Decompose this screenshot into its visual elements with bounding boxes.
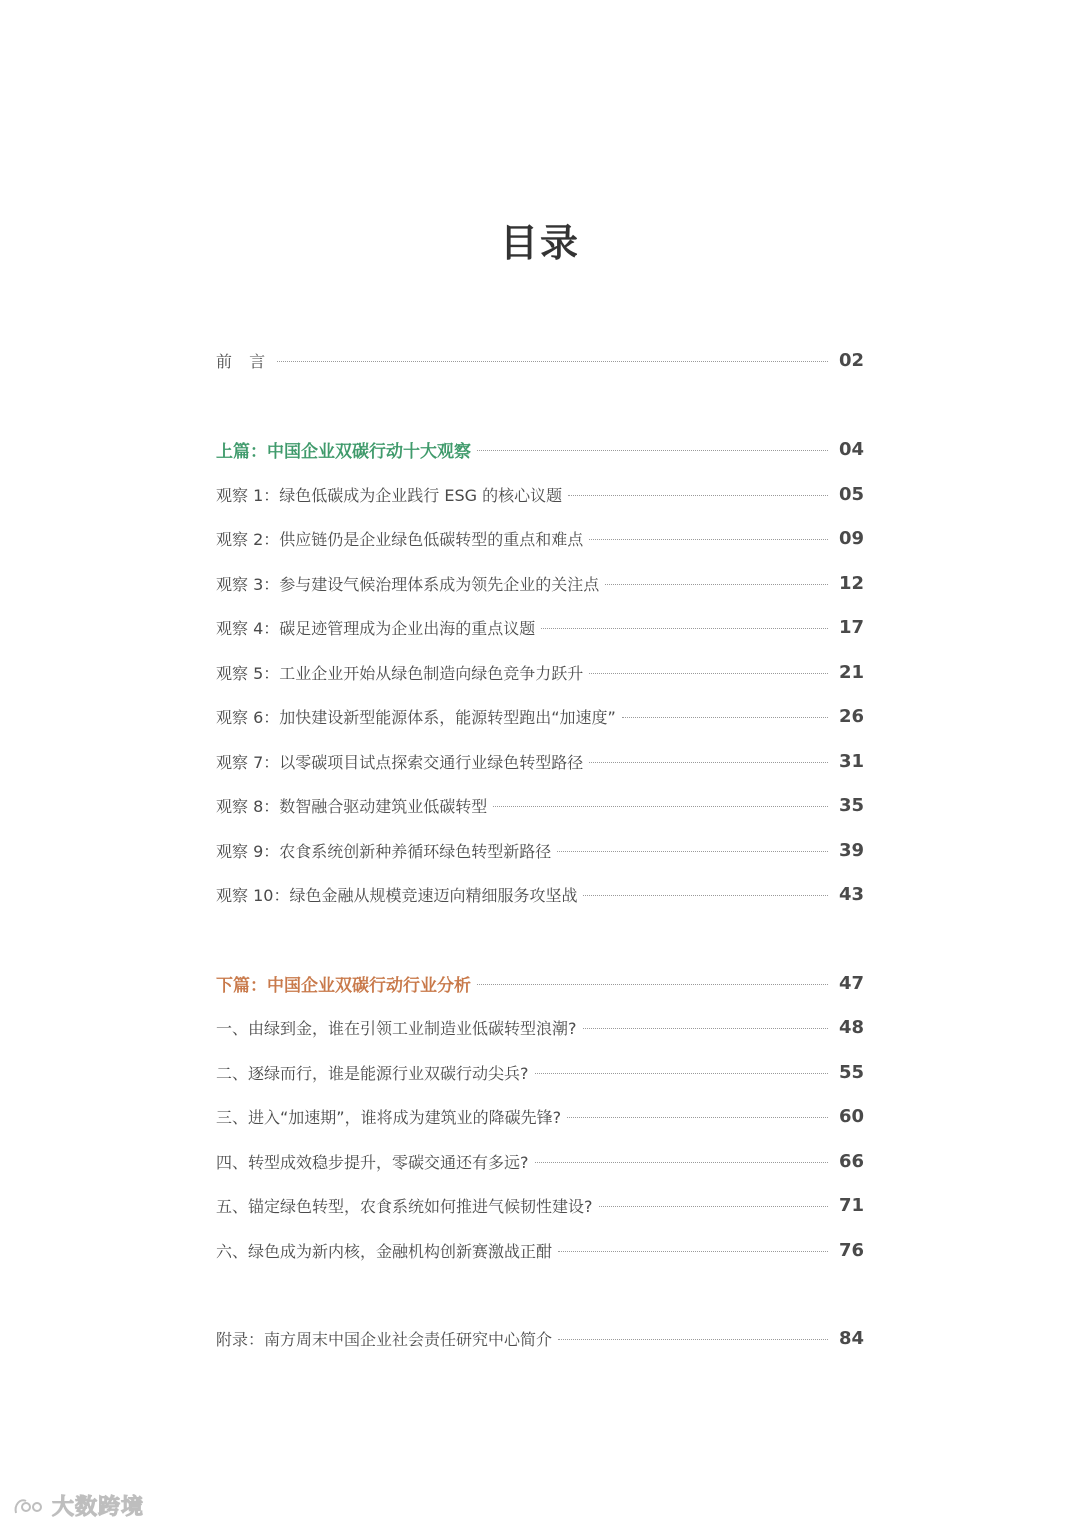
toc-entry[interactable]	[216, 879, 864, 909]
toc-entry[interactable]	[216, 1101, 864, 1131]
dot-leader	[541, 628, 828, 629]
toc-entry[interactable]	[216, 835, 864, 865]
toc-entry[interactable]	[216, 568, 864, 598]
watermark-text: 大数跨境	[52, 1495, 145, 1520]
toc-entry-label: 观察 10：绿色金融从规模竞速迈向精细服务攻坚战	[216, 885, 578, 905]
toc-entry-label: 观察 7：以零碳项目试点探索交通行业绿色转型路径	[216, 752, 584, 772]
toc-entry-page: 84	[838, 1327, 864, 1349]
dot-leader	[589, 673, 828, 674]
toc-entry-page: 76	[838, 1239, 864, 1261]
toc-entry[interactable]	[216, 523, 864, 553]
toc-entry-label: 观察 4：碳足迹管理成为企业出海的重点议题	[216, 618, 536, 638]
toc-entry-label: 观察 8：数智融合驱动建筑业低碳转型	[216, 796, 488, 816]
toc-entry-label: 观察 9：农食系统创新种养循环绿色转型新路径	[216, 841, 552, 861]
toc-entry[interactable]	[216, 612, 864, 642]
toc-entry-label: 六、绿色成为新内核，金融机构创新赛激战正酣	[216, 1241, 553, 1261]
watermark-logo-icon	[12, 1495, 46, 1517]
dot-leader	[605, 584, 828, 585]
toc-entry-page: 21	[838, 661, 864, 683]
watermark	[12, 1490, 144, 1521]
toc-entry-label: 三、进入“加速期”，谁将成为建筑业的降碳先锋?	[216, 1107, 562, 1127]
dot-leader	[622, 717, 828, 718]
toc-entry-label: 观察 5：工业企业开始从绿色制造向绿色竞争力跃升	[216, 663, 584, 683]
toc-entry-label: 前 言	[216, 351, 272, 371]
dot-leader	[558, 1251, 828, 1252]
toc-section-part1[interactable]	[216, 434, 864, 464]
toc-entry-page: 43	[838, 883, 864, 905]
toc-entry-page: 66	[838, 1150, 864, 1172]
toc-entry[interactable]	[216, 746, 864, 776]
toc-entry[interactable]	[216, 657, 864, 687]
toc-entry-label: 观察 6：加快建设新型能源体系，能源转型跑出“加速度”	[216, 707, 616, 727]
page-title: 目录	[499, 221, 580, 265]
toc-entry-page: 04	[838, 438, 864, 460]
toc-entry-label: 观察 1：绿色低碳成为企业践行 ESG 的核心议题	[216, 485, 563, 505]
toc-entry[interactable]	[216, 790, 864, 820]
section-heading-label: 下篇：中国企业双碳行动行业分析	[216, 975, 471, 996]
toc-entry-page: 05	[838, 483, 864, 505]
toc-entry-page: 26	[838, 705, 864, 727]
toc-entry-label: 四、转型成效稳步提升，零碳交通还有多远?	[216, 1152, 529, 1172]
section-heading-label: 上篇：中国企业双碳行动十大观察	[216, 441, 471, 462]
toc-entry[interactable]	[216, 1190, 864, 1220]
dot-leader	[477, 450, 828, 451]
toc-entry-label: 附录：南方周末中国企业社会责任研究中心简介	[216, 1329, 553, 1349]
toc-entry-page: 48	[838, 1016, 864, 1038]
dot-leader	[567, 1117, 828, 1118]
toc-entry[interactable]	[216, 1012, 864, 1042]
dot-leader	[589, 762, 828, 763]
toc-entry-page: 55	[838, 1061, 864, 1083]
toc-entry-label: 二、逐绿而行，谁是能源行业双碳行动尖兵?	[216, 1063, 529, 1083]
dot-leader	[277, 361, 828, 362]
dot-leader	[557, 851, 828, 852]
dot-leader	[558, 1339, 828, 1340]
toc-entry-label: 五、锚定绿色转型，农食系统如何推进气候韧性建设?	[216, 1196, 593, 1216]
toc-entry-label: 观察 3：参与建设气候治理体系成为领先企业的关注点	[216, 574, 600, 594]
toc-entry[interactable]	[216, 1146, 864, 1176]
toc-entry-preface[interactable]	[216, 345, 864, 375]
toc-entry[interactable]	[216, 1057, 864, 1087]
toc-entry-page: 09	[838, 527, 864, 549]
dot-leader	[535, 1073, 829, 1074]
toc-entry-page: 02	[838, 349, 864, 371]
toc-entry-page: 39	[838, 839, 864, 861]
dot-leader	[493, 806, 828, 807]
toc-entry-page: 47	[838, 972, 864, 994]
toc-entry-page: 12	[838, 572, 864, 594]
dot-leader	[589, 539, 828, 540]
toc-entry-appendix[interactable]	[216, 1323, 864, 1353]
dot-leader	[535, 1162, 829, 1163]
toc-entry[interactable]	[216, 701, 864, 731]
toc-entry-page: 71	[838, 1194, 864, 1216]
dot-leader	[568, 495, 828, 496]
toc-entry[interactable]	[216, 479, 864, 509]
dot-leader	[583, 895, 828, 896]
toc-entry-page: 35	[838, 794, 864, 816]
dot-leader	[477, 984, 828, 985]
dot-leader	[599, 1206, 829, 1207]
toc-entry-page: 17	[838, 616, 864, 638]
toc-entry-page: 60	[838, 1105, 864, 1127]
toc-entry-page: 31	[838, 750, 864, 772]
toc-entry-label: 观察 2：供应链仍是企业绿色低碳转型的重点和难点	[216, 529, 584, 549]
toc-entry-label: 一、由绿到金，谁在引领工业制造业低碳转型浪潮?	[216, 1018, 577, 1038]
toc-section-part2[interactable]	[216, 968, 864, 998]
dot-leader	[583, 1028, 829, 1029]
toc-entry[interactable]	[216, 1235, 864, 1265]
